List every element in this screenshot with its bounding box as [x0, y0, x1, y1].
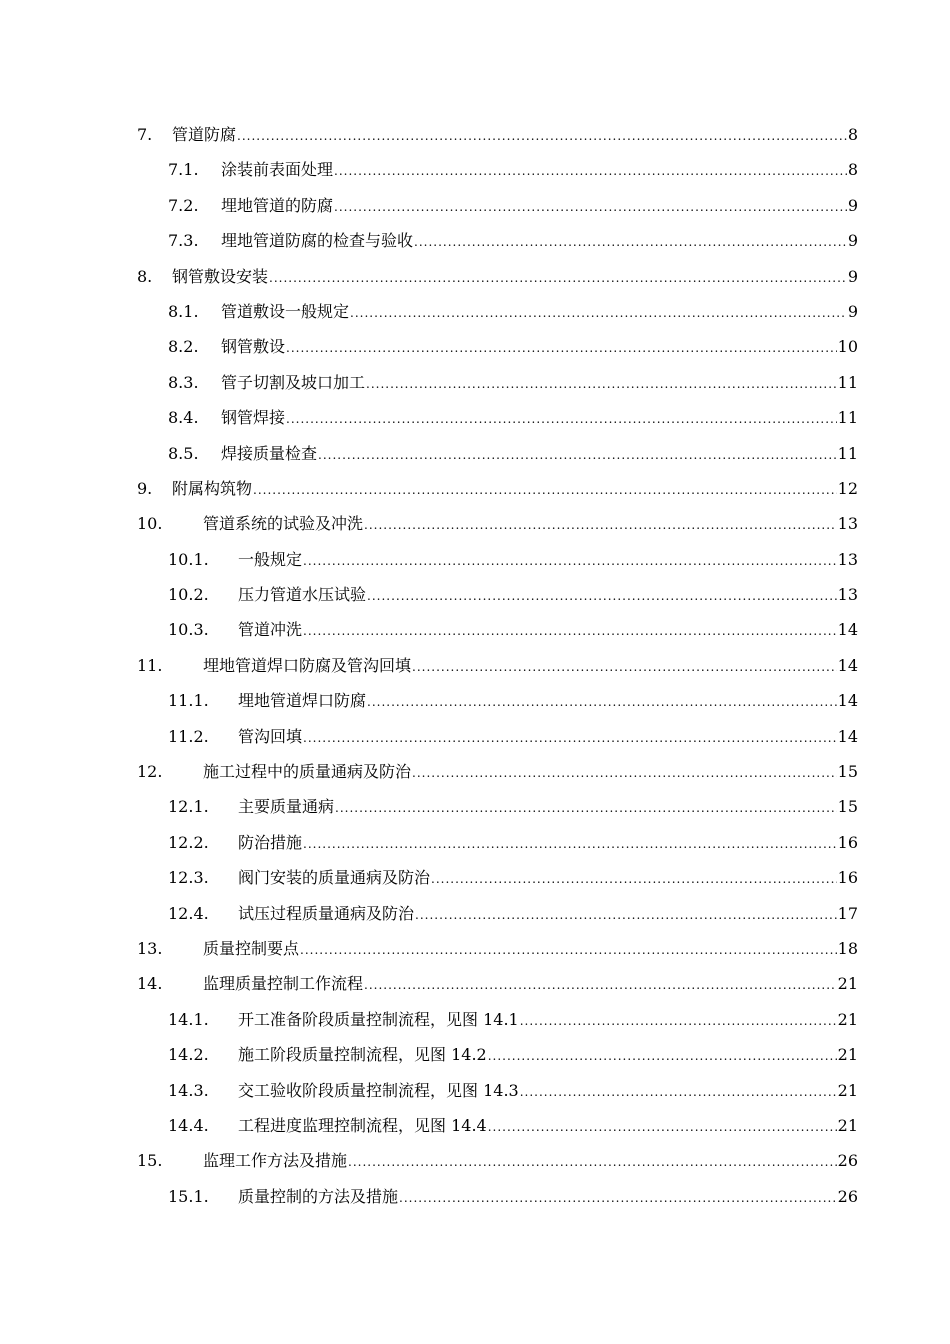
toc-entry-line — [221, 436, 858, 473]
toc-dot-leader — [414, 225, 847, 260]
toc-entry-page-number[interactable]: 11 — [837, 372, 858, 392]
table-of-contents — [0, 117, 950, 1214]
toc-entry-number: 10. — [137, 514, 163, 534]
toc-entry-number: 14.4. — [168, 1115, 209, 1135]
toc-entry-page-number[interactable]: 12 — [837, 478, 858, 498]
toc-entry-page-number[interactable]: 18 — [837, 938, 858, 958]
toc-entry-number: 10.2. — [168, 585, 209, 605]
toc-entry[interactable] — [0, 1037, 950, 1072]
toc-entry-page-number[interactable]: 21 — [837, 1045, 858, 1065]
toc-entry-line — [238, 1037, 858, 1074]
toc-entry-number: 8.4. — [168, 408, 199, 428]
toc-dot-leader — [399, 1181, 837, 1216]
toc-entry-number: 10.3. — [168, 620, 209, 640]
toc-entry-page-number[interactable]: 10 — [837, 337, 858, 357]
toc-entry[interactable] — [0, 365, 950, 400]
toc-dot-leader — [488, 1110, 837, 1145]
toc-dot-leader — [412, 756, 837, 791]
toc-entry-line — [172, 259, 858, 296]
toc-entry[interactable] — [0, 152, 950, 187]
toc-entry-number: 8.3. — [168, 372, 199, 392]
toc-entry-line — [238, 542, 858, 579]
toc-dot-leader — [348, 1145, 837, 1180]
toc-dot-leader — [366, 367, 837, 402]
toc-entry-title[interactable]: 监理工作方法及措施 — [203, 1151, 348, 1171]
toc-entry-line — [203, 754, 858, 791]
toc-entry-line — [221, 329, 858, 366]
toc-entry[interactable] — [0, 754, 950, 789]
toc-entry[interactable] — [0, 506, 950, 541]
toc-entry[interactable] — [0, 1179, 950, 1214]
toc-entry-line — [238, 1002, 858, 1039]
toc-entry-title[interactable]: 工程进度监理控制流程，见图 14.4 — [238, 1115, 487, 1135]
toc-entry-number: 14.1. — [168, 1009, 209, 1029]
toc-entry-number: 8. — [137, 266, 153, 286]
toc-entry-page-number[interactable]: 16 — [837, 832, 858, 852]
toc-entry-number: 8.1. — [168, 301, 199, 321]
toc-dot-leader — [350, 296, 847, 331]
toc-entry[interactable] — [0, 542, 950, 577]
toc-entry-page-number[interactable]: 13 — [837, 514, 858, 534]
toc-entry[interactable] — [0, 294, 950, 329]
toc-entry[interactable] — [0, 329, 950, 364]
toc-entry-number: 9. — [137, 478, 153, 498]
toc-entry-number: 7. — [137, 125, 153, 144]
toc-entry-title[interactable]: 施工过程中的质量通病及防治 — [203, 762, 412, 782]
toc-entry-line — [203, 931, 858, 968]
toc-dot-leader — [520, 1075, 837, 1110]
toc-entry-line — [238, 1108, 858, 1145]
toc-entry-title[interactable]: 交工验收阶段质量控制流程，见图 14.3 — [238, 1080, 519, 1100]
toc-entry-number: 12.1. — [168, 797, 209, 817]
toc-entry-number: 15. — [137, 1151, 163, 1171]
toc-entry-title[interactable]: 管沟回填 — [238, 726, 303, 746]
toc-entry-title[interactable]: 管道系统的试验及冲洗 — [203, 514, 364, 534]
toc-entry-line — [238, 1073, 858, 1110]
toc-entry-line — [238, 683, 858, 720]
toc-entry-title[interactable]: 质量控制要点 — [203, 938, 300, 958]
toc-entry[interactable] — [0, 117, 950, 152]
toc-dot-leader — [367, 579, 837, 614]
toc-entry[interactable] — [0, 1002, 950, 1037]
toc-entry-line — [238, 896, 858, 933]
toc-entry-line — [203, 648, 858, 685]
toc-entry-title[interactable]: 一般规定 — [238, 549, 303, 569]
toc-entry-title[interactable]: 压力管道水压试验 — [238, 585, 367, 605]
toc-dot-leader — [300, 933, 837, 968]
toc-entry-line — [221, 400, 858, 437]
toc-entry-title[interactable]: 埋地管道焊口防腐及管沟回填 — [203, 655, 412, 675]
toc-entry-number: 12.2. — [168, 832, 209, 852]
toc-entry[interactable] — [0, 896, 950, 931]
toc-entry-line — [221, 365, 858, 402]
toc-entry-title[interactable]: 管道防腐 — [172, 125, 237, 144]
toc-entry-title[interactable]: 质量控制的方法及措施 — [238, 1186, 399, 1206]
toc-entry-page-number[interactable]: 21 — [837, 1009, 858, 1029]
toc-entry-page-number[interactable]: 14 — [837, 726, 858, 746]
toc-entry-number: 7.3. — [168, 231, 199, 251]
toc-entry-title[interactable]: 钢管焊接 — [221, 408, 286, 428]
toc-dot-leader — [237, 119, 847, 154]
toc-entry-page-number[interactable]: 13 — [837, 549, 858, 569]
toc-entry-page-number[interactable]: 9 — [847, 266, 858, 286]
toc-entry-line — [238, 719, 858, 756]
toc-entry-title[interactable]: 涂装前表面处理 — [221, 160, 334, 180]
toc-entry-title[interactable]: 试压过程质量通病及防治 — [238, 903, 415, 923]
toc-dot-leader — [269, 261, 847, 296]
toc-entry[interactable] — [0, 400, 950, 435]
toc-dot-leader — [412, 650, 837, 685]
toc-entry-number: 15.1. — [168, 1186, 209, 1206]
toc-entry-number: 11. — [137, 655, 163, 675]
toc-entry-line — [221, 152, 858, 189]
toc-entry-number: 11.1. — [168, 691, 209, 711]
toc-entry-number: 7.2. — [168, 195, 199, 215]
toc-dot-leader — [367, 685, 837, 720]
toc-entry-page-number[interactable]: 17 — [837, 903, 858, 923]
toc-entry-page-number[interactable]: 11 — [837, 408, 858, 428]
toc-entry-number: 12.4. — [168, 903, 209, 923]
toc-entry[interactable] — [0, 1108, 950, 1143]
toc-dot-leader — [303, 721, 837, 756]
toc-entry-number: 14.2. — [168, 1045, 209, 1065]
toc-entry-page-number[interactable]: 21 — [837, 974, 858, 994]
toc-entry-line — [172, 117, 858, 154]
toc-dot-leader — [364, 508, 837, 543]
toc-dot-leader — [303, 614, 837, 649]
toc-dot-leader — [303, 544, 837, 579]
toc-dot-leader — [334, 154, 847, 189]
toc-entry-page-number[interactable]: 15 — [837, 762, 858, 782]
toc-entry[interactable] — [0, 436, 950, 471]
toc-entry-page-number[interactable]: 9 — [847, 301, 858, 321]
toc-entry[interactable] — [0, 577, 950, 612]
toc-entry-line — [203, 506, 858, 543]
toc-dot-leader — [286, 402, 837, 437]
toc-entry[interactable] — [0, 860, 950, 895]
toc-entry-page-number[interactable]: 14 — [837, 691, 858, 711]
toc-entry-number: 8.2. — [168, 337, 199, 357]
toc-entry-title[interactable]: 监理质量控制工作流程 — [203, 974, 364, 994]
toc-entry-title[interactable]: 管子切割及坡口加工 — [221, 372, 366, 392]
toc-dot-leader — [335, 791, 837, 826]
toc-entry-title[interactable]: 施工阶段质量控制流程，见图 14.2 — [238, 1045, 487, 1065]
toc-dot-leader — [415, 898, 837, 933]
toc-entry-line — [172, 471, 858, 508]
toc-entry-title[interactable]: 阀门安装的质量通病及防治 — [238, 868, 431, 888]
toc-entry[interactable] — [0, 931, 950, 966]
toc-entry-page-number[interactable]: 8 — [847, 160, 858, 180]
toc-entry-page-number[interactable]: 13 — [837, 585, 858, 605]
toc-entry[interactable] — [0, 648, 950, 683]
toc-entry[interactable] — [0, 789, 950, 824]
toc-entry[interactable] — [0, 825, 950, 860]
toc-entry-title[interactable]: 管道敷设一般规定 — [221, 301, 350, 321]
toc-entry-line — [238, 577, 858, 614]
toc-entry-title[interactable]: 防治措施 — [238, 832, 303, 852]
toc-entry-title[interactable]: 主要质量通病 — [238, 797, 335, 817]
toc-entry-line — [238, 825, 858, 862]
toc-entry-page-number[interactable]: 16 — [837, 868, 858, 888]
toc-entry-line — [203, 1143, 858, 1180]
toc-dot-leader — [431, 862, 837, 897]
toc-dot-leader — [286, 331, 837, 366]
toc-entry[interactable] — [0, 1073, 950, 1108]
toc-entry-page-number[interactable]: 9 — [847, 231, 858, 251]
toc-entry-number: 14. — [137, 974, 163, 994]
toc-entry[interactable] — [0, 188, 950, 223]
toc-dot-leader — [318, 438, 837, 473]
toc-entry-number: 13. — [137, 938, 163, 958]
toc-entry-page-number[interactable]: 26 — [837, 1186, 858, 1206]
toc-entry-page-number[interactable]: 14 — [837, 620, 858, 640]
toc-entry-page-number[interactable]: 21 — [837, 1115, 858, 1135]
toc-entry-number: 12. — [137, 762, 163, 782]
toc-entry-title[interactable]: 埋地管道防腐的检查与验收 — [221, 231, 414, 251]
toc-entry-page-number[interactable]: 9 — [847, 195, 858, 215]
toc-entry-line — [221, 223, 858, 260]
toc-dot-leader — [488, 1039, 837, 1074]
toc-entry-title[interactable]: 埋地管道焊口防腐 — [238, 691, 367, 711]
toc-entry[interactable] — [0, 966, 950, 1001]
toc-entry-number: 14.3. — [168, 1080, 209, 1100]
toc-entry[interactable] — [0, 719, 950, 754]
toc-entry-line — [221, 294, 858, 331]
toc-entry-line — [238, 612, 858, 649]
toc-entry-title[interactable]: 钢管敷设 — [221, 337, 286, 357]
toc-entry[interactable] — [0, 612, 950, 647]
toc-entry[interactable] — [0, 683, 950, 718]
toc-entry-page-number[interactable]: 21 — [837, 1080, 858, 1100]
toc-entry-page-number[interactable]: 8 — [847, 125, 858, 144]
toc-entry-number: 10.1. — [168, 549, 209, 569]
toc-entry-page-number[interactable]: 11 — [837, 443, 858, 463]
toc-entry-page-number[interactable]: 14 — [837, 655, 858, 675]
toc-entry-number: 11.2. — [168, 726, 209, 746]
toc-entry-page-number[interactable]: 15 — [837, 797, 858, 817]
toc-entry-line — [221, 188, 858, 225]
toc-entry-line — [238, 1179, 858, 1216]
toc-dot-leader — [303, 827, 837, 862]
toc-entry[interactable] — [0, 1143, 950, 1178]
toc-entry-number: 8.5. — [168, 443, 199, 463]
toc-entry[interactable] — [0, 223, 950, 258]
toc-entry-line — [238, 860, 858, 897]
toc-entry[interactable] — [0, 259, 950, 294]
toc-dot-leader — [334, 190, 847, 225]
toc-entry-number: 7.1. — [168, 160, 199, 180]
toc-entry-title[interactable]: 管道冲洗 — [238, 620, 303, 640]
toc-dot-leader — [364, 968, 837, 1003]
toc-dot-leader — [253, 473, 837, 508]
toc-entry-number: 12.3. — [168, 868, 209, 888]
toc-entry-page-number[interactable]: 26 — [837, 1151, 858, 1171]
toc-entry-line — [203, 966, 858, 1003]
toc-entry-title[interactable]: 钢管敷设安装 — [172, 266, 269, 286]
toc-entry[interactable] — [0, 471, 950, 506]
toc-entry-title[interactable]: 开工准备阶段质量控制流程，见图 14.1 — [238, 1009, 519, 1029]
toc-entry-line — [238, 789, 858, 826]
toc-dot-leader — [520, 1004, 837, 1039]
toc-entry-title[interactable]: 埋地管道的防腐 — [221, 195, 334, 215]
toc-entry-title[interactable]: 附属构筑物 — [172, 478, 253, 498]
toc-entry-title[interactable]: 焊接质量检查 — [221, 443, 318, 463]
